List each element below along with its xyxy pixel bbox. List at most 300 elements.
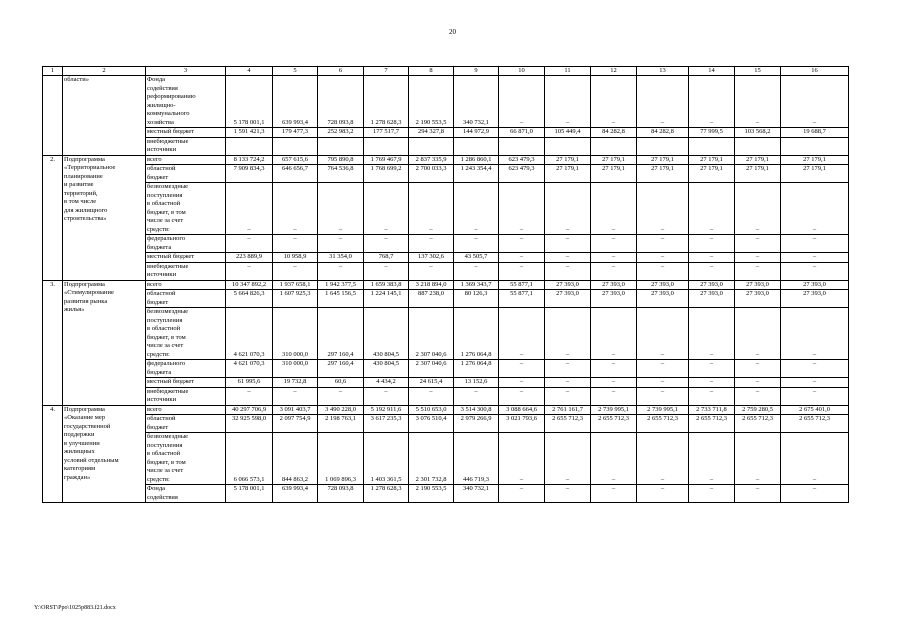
value-cell: – <box>273 183 318 235</box>
value-cell: – <box>637 235 689 253</box>
value-cell: – <box>318 262 364 280</box>
value-cell: – <box>499 183 545 235</box>
value-cell: 2 700 033,3 <box>409 165 454 183</box>
value-cell: 887 238,0 <box>409 290 454 308</box>
table-row <box>43 155 849 165</box>
value-cell: – <box>499 433 545 485</box>
value-cell: – <box>637 485 689 503</box>
subprogram-name-line: государственной <box>64 422 111 430</box>
table-row <box>43 415 849 433</box>
value-cell: 1 403 361,5 <box>364 433 409 485</box>
subprogram-name-line: планирование <box>64 172 103 180</box>
subprogram-name-line: в улучшении <box>64 439 100 447</box>
value-cell: 3 021 793,6 <box>499 415 545 433</box>
value-cell: – <box>637 183 689 235</box>
budget-table <box>42 66 849 503</box>
value-cell <box>273 137 318 155</box>
value-cell: – <box>545 378 591 388</box>
value-cell: – <box>591 76 637 128</box>
value-cell: 5 664 826,3 <box>226 290 273 308</box>
value-cell: 1 278 628,3 <box>364 485 409 503</box>
value-cell: 2 301 732,8 <box>409 433 454 485</box>
value-cell: – <box>454 262 499 280</box>
value-cell: 27 179,1 <box>735 165 781 183</box>
value-cell: 446 719,3 <box>454 433 499 485</box>
funding-source <box>146 76 226 128</box>
value-cell: 2 837 335,9 <box>409 155 454 165</box>
funding-source <box>146 262 226 280</box>
value-cell: 1 645 156,5 <box>318 290 364 308</box>
value-cell: 27 179,1 <box>781 165 849 183</box>
funding-source <box>146 280 226 290</box>
value-cell: – <box>273 235 318 253</box>
funding-source-line: федерального <box>147 360 186 367</box>
value-cell: 5 192 911,6 <box>364 405 409 415</box>
table-row <box>43 128 849 138</box>
funding-source-line: местный бюджет <box>147 253 195 260</box>
value-cell: 27 393,0 <box>545 290 591 308</box>
column-header: 12 <box>591 67 637 76</box>
table-row <box>43 137 849 155</box>
value-cell: – <box>499 308 545 360</box>
value-cell: 1 243 354,4 <box>454 165 499 183</box>
funding-source <box>146 253 226 263</box>
subprogram-name-line: развития рынка <box>64 297 108 305</box>
value-cell: 2 979 266,9 <box>454 415 499 433</box>
funding-source-line: бюджет, в том <box>147 458 186 466</box>
value-cell: – <box>689 183 735 235</box>
value-cell: 27 179,1 <box>637 155 689 165</box>
value-cell: – <box>637 262 689 280</box>
funding-source-line: источники <box>147 271 177 278</box>
funding-source-line: бюджета <box>147 368 172 376</box>
value-cell: – <box>591 308 637 360</box>
table-row <box>43 183 849 235</box>
column-header: 8 <box>409 67 454 76</box>
value-cell: 10 347 892,2 <box>226 280 273 290</box>
value-cell: – <box>689 433 735 485</box>
value-cell: 768,7 <box>364 253 409 263</box>
value-cell: – <box>735 262 781 280</box>
subprogram-name-line: Подпрограмма <box>64 155 105 163</box>
funding-source <box>146 128 226 138</box>
value-cell: – <box>591 387 637 405</box>
funding-source-line: поступления <box>147 191 183 199</box>
funding-source-line: числе за счет <box>147 467 184 474</box>
column-header: 11 <box>545 67 591 76</box>
value-cell <box>591 137 637 155</box>
funding-source-line: Фонда <box>147 485 166 492</box>
subprogram-name <box>63 405 146 503</box>
funding-source-line: внебюджетные <box>147 262 189 270</box>
value-cell: 2 655 712,3 <box>781 415 849 433</box>
funding-source-line: Фонда <box>147 76 166 83</box>
value-cell: – <box>545 183 591 235</box>
value-cell: – <box>781 378 849 388</box>
table-row <box>43 433 849 485</box>
value-cell: – <box>637 253 689 263</box>
column-header: 2 <box>63 67 146 76</box>
value-cell: – <box>273 387 318 405</box>
row-number: 2. <box>43 155 63 280</box>
value-cell: – <box>545 262 591 280</box>
funding-source-line: поступления <box>147 441 183 449</box>
subprogram-name-line: Подпрограмма <box>64 405 105 413</box>
value-cell: 1 768 699,2 <box>364 165 409 183</box>
value-cell: 2 655 712,3 <box>545 415 591 433</box>
value-cell: 2 307 040,6 <box>409 360 454 378</box>
value-cell: 4 621 070,3 <box>226 308 273 360</box>
value-cell: – <box>689 76 735 128</box>
funding-source <box>146 137 226 155</box>
value-cell <box>689 137 735 155</box>
value-cell: 2 655 712,3 <box>591 415 637 433</box>
value-cell: 657 615,6 <box>273 155 318 165</box>
value-cell: 2 307 040,6 <box>409 308 454 360</box>
value-cell: – <box>591 183 637 235</box>
value-cell: 297 160,4 <box>318 360 364 378</box>
value-cell: 5 178 001,1 <box>226 485 273 503</box>
value-cell: 1 769 467,9 <box>364 155 409 165</box>
funding-source-line: безвозмездные <box>147 308 189 315</box>
value-cell <box>226 137 273 155</box>
value-cell: 27 393,0 <box>689 290 735 308</box>
value-cell <box>637 137 689 155</box>
value-cell: 27 179,1 <box>545 155 591 165</box>
table-row <box>43 485 849 503</box>
value-cell: 639 993,4 <box>273 485 318 503</box>
table-row <box>43 378 849 388</box>
subprogram-name-line: «Оказание мер <box>64 414 106 421</box>
funding-source <box>146 405 226 415</box>
value-cell: – <box>781 253 849 263</box>
value-cell: 3 490 228,0 <box>318 405 364 415</box>
funding-source-line: федерального <box>147 235 186 242</box>
value-cell: 19 732,8 <box>273 378 318 388</box>
value-cell <box>735 137 781 155</box>
value-cell: 27 179,1 <box>781 155 849 165</box>
table-row <box>43 387 849 405</box>
value-cell: – <box>545 387 591 405</box>
funding-source-line: в областной <box>147 450 181 457</box>
funding-source-line: числе за счет <box>147 217 184 224</box>
value-cell: 340 732,1 <box>454 76 499 128</box>
value-cell: – <box>226 387 273 405</box>
funding-source-line: средств: <box>147 225 170 233</box>
value-cell: 4 621 070,3 <box>226 360 273 378</box>
value-cell <box>499 137 545 155</box>
funding-source-line: хозяйства <box>147 118 174 126</box>
table-row <box>43 290 849 308</box>
row-number <box>43 76 63 156</box>
value-cell: – <box>591 485 637 503</box>
value-cell: 430 804,5 <box>364 308 409 360</box>
value-cell: 19 688,7 <box>781 128 849 138</box>
value-cell: 2 655 712,3 <box>637 415 689 433</box>
value-cell: – <box>318 183 364 235</box>
value-cell: 27 179,1 <box>735 155 781 165</box>
value-cell: – <box>689 262 735 280</box>
value-cell: – <box>499 262 545 280</box>
funding-source-line: внебюджетные <box>147 137 189 145</box>
value-cell: – <box>735 485 781 503</box>
value-cell: – <box>545 360 591 378</box>
value-cell: 24 615,4 <box>409 378 454 388</box>
value-cell: 55 877,1 <box>499 280 545 290</box>
funding-source-line: бюджет <box>147 423 169 431</box>
value-cell: 728 093,8 <box>318 485 364 503</box>
value-cell: 66 871,0 <box>499 128 545 138</box>
value-cell: 27 179,1 <box>689 165 735 183</box>
column-header: 15 <box>735 67 781 76</box>
funding-source <box>146 235 226 253</box>
value-cell: – <box>591 433 637 485</box>
value-cell: – <box>637 76 689 128</box>
table-row <box>43 405 849 415</box>
value-cell: 623 479,3 <box>499 165 545 183</box>
value-cell: – <box>409 387 454 405</box>
value-cell: – <box>226 262 273 280</box>
table-row <box>43 165 849 183</box>
value-cell: – <box>637 378 689 388</box>
value-cell: – <box>273 262 318 280</box>
value-cell: 1 276 064,8 <box>454 308 499 360</box>
value-cell: 646 656,7 <box>273 165 318 183</box>
value-cell: – <box>499 235 545 253</box>
column-header: 10 <box>499 67 545 76</box>
value-cell: – <box>545 433 591 485</box>
funding-source <box>146 433 226 485</box>
funding-source-line: областной <box>147 290 176 297</box>
page-number: 20 <box>449 28 456 36</box>
value-cell: 105 449,4 <box>545 128 591 138</box>
subprogram-name-line: условий отдельным <box>64 456 119 464</box>
value-cell: 1 937 658,1 <box>273 280 318 290</box>
funding-source-line: внебюджетные <box>147 387 189 395</box>
value-cell: 27 179,1 <box>689 155 735 165</box>
column-header: 3 <box>146 67 226 76</box>
column-header: 1 <box>43 67 63 76</box>
value-cell: – <box>689 253 735 263</box>
value-cell: – <box>591 360 637 378</box>
value-cell: 2 739 995,1 <box>591 405 637 415</box>
value-cell: 6 066 573,1 <box>226 433 273 485</box>
subprogram-name-line: в том числе <box>64 198 97 205</box>
value-cell: – <box>735 433 781 485</box>
value-cell: 2 761 161,7 <box>545 405 591 415</box>
funding-source-line: бюджет, в том <box>147 333 186 341</box>
subprogram-name-line: поддержки <box>64 431 95 438</box>
value-cell: – <box>735 378 781 388</box>
value-cell: 639 993,4 <box>273 76 318 128</box>
value-cell: 2 190 553,5 <box>409 76 454 128</box>
value-cell: – <box>781 485 849 503</box>
value-cell: – <box>689 378 735 388</box>
table-row <box>43 308 849 360</box>
value-cell: 2 190 553,5 <box>409 485 454 503</box>
value-cell: 1 369 343,7 <box>454 280 499 290</box>
value-cell: 80 126,3 <box>454 290 499 308</box>
funding-source <box>146 290 226 308</box>
value-cell: – <box>499 253 545 263</box>
value-cell: 27 393,0 <box>735 290 781 308</box>
row-number: 3. <box>43 280 63 405</box>
funding-source-line: источники <box>147 396 177 403</box>
value-cell: 27 393,0 <box>689 280 735 290</box>
value-cell: 2 097 754,9 <box>273 415 318 433</box>
subprogram-name-line: строительства» <box>64 215 107 222</box>
value-cell: – <box>545 235 591 253</box>
value-cell: 27 393,0 <box>591 280 637 290</box>
value-cell: – <box>781 308 849 360</box>
funding-source <box>146 485 226 503</box>
value-cell: – <box>781 183 849 235</box>
funding-source-line: коммунального <box>147 110 190 117</box>
value-cell: – <box>499 485 545 503</box>
value-cell: – <box>499 76 545 128</box>
funding-source <box>146 308 226 360</box>
subprogram-name-line: граждан» <box>64 473 91 481</box>
value-cell: 764 536,8 <box>318 165 364 183</box>
value-cell: 2 655 712,3 <box>735 415 781 433</box>
value-cell: – <box>364 235 409 253</box>
subprogram-name-line: «Стимулирование <box>64 289 114 296</box>
value-cell: 310 000,0 <box>273 360 318 378</box>
subprogram-name-line: для жилищного <box>64 206 108 214</box>
table-row <box>43 262 849 280</box>
value-cell: – <box>689 235 735 253</box>
value-cell: – <box>735 308 781 360</box>
column-header: 5 <box>273 67 318 76</box>
value-cell: – <box>226 183 273 235</box>
funding-source-line: областной <box>147 165 176 172</box>
value-cell <box>781 137 849 155</box>
value-cell: 27 393,0 <box>781 280 849 290</box>
value-cell: 31 354,0 <box>318 253 364 263</box>
subprogram-name-line: Подпрограмма <box>64 280 105 288</box>
funding-source-line: безвозмездные <box>147 183 189 190</box>
value-cell: 223 889,9 <box>226 253 273 263</box>
value-cell: 10 958,9 <box>273 253 318 263</box>
funding-source-line: всего <box>147 155 162 163</box>
column-header: 9 <box>454 67 499 76</box>
value-cell: 1 278 628,3 <box>364 76 409 128</box>
value-cell: 3 218 894,0 <box>409 280 454 290</box>
value-cell: 294 327,8 <box>409 128 454 138</box>
value-cell: – <box>545 308 591 360</box>
funding-source <box>146 183 226 235</box>
funding-source-line: местный бюджет <box>147 128 195 135</box>
table-row <box>43 280 849 290</box>
funding-source <box>146 165 226 183</box>
value-cell: – <box>781 235 849 253</box>
column-header: 16 <box>781 67 849 76</box>
subprogram-name-line: категориям <box>64 465 96 472</box>
value-cell <box>409 137 454 155</box>
funding-source <box>146 360 226 378</box>
funding-source-line: в областной <box>147 200 181 207</box>
value-cell: – <box>637 308 689 360</box>
funding-source-line: числе за счет <box>147 342 184 349</box>
value-cell: – <box>735 387 781 405</box>
value-cell: 13 152,6 <box>454 378 499 388</box>
subprogram-name-line: и развитие <box>64 181 94 188</box>
value-cell: – <box>409 183 454 235</box>
value-cell: 27 393,0 <box>637 280 689 290</box>
value-cell: – <box>409 262 454 280</box>
funding-source-line: бюджета <box>147 243 172 251</box>
value-cell: – <box>735 76 781 128</box>
value-cell: 61 995,6 <box>226 378 273 388</box>
funding-source-line: содействия <box>147 84 178 92</box>
file-path-footer: Y:\ORST\Ppo\1025p883.f21.docx <box>34 605 116 611</box>
value-cell: 1 942 377,5 <box>318 280 364 290</box>
subprogram-name-line: «Территориальное <box>64 164 116 171</box>
funding-source-line: безвозмездные <box>147 433 189 440</box>
value-cell: – <box>499 378 545 388</box>
value-cell: 177 517,7 <box>364 128 409 138</box>
value-cell: – <box>545 485 591 503</box>
value-cell: – <box>689 308 735 360</box>
value-cell: – <box>735 360 781 378</box>
value-cell: – <box>499 360 545 378</box>
funding-source-line: областной <box>147 415 176 422</box>
value-cell: – <box>409 235 454 253</box>
value-cell: – <box>364 262 409 280</box>
value-cell: 5 510 653,0 <box>409 405 454 415</box>
value-cell: – <box>781 387 849 405</box>
funding-source-line: бюджет, в том <box>147 208 186 216</box>
value-cell: 1 286 860,1 <box>454 155 499 165</box>
value-cell: – <box>637 387 689 405</box>
funding-source-line: средств: <box>147 475 170 483</box>
value-cell: 1 069 896,3 <box>318 433 364 485</box>
value-cell: 795 890,8 <box>318 155 364 165</box>
value-cell: – <box>591 235 637 253</box>
column-header: 13 <box>637 67 689 76</box>
column-header: 6 <box>318 67 364 76</box>
row-number: 4. <box>43 405 63 503</box>
value-cell: – <box>637 360 689 378</box>
value-cell: – <box>454 183 499 235</box>
value-cell: – <box>591 378 637 388</box>
funding-source-line: всего <box>147 405 162 413</box>
value-cell: – <box>545 253 591 263</box>
value-cell: 27 393,0 <box>591 290 637 308</box>
table-body <box>43 67 849 503</box>
value-cell: 430 804,5 <box>364 360 409 378</box>
subprogram-name <box>63 155 146 280</box>
value-cell: – <box>735 235 781 253</box>
table-row <box>43 253 849 263</box>
subprogram-name <box>63 76 146 156</box>
value-cell: 5 178 001,1 <box>226 76 273 128</box>
value-cell: 27 179,1 <box>591 165 637 183</box>
funding-source <box>146 415 226 433</box>
funding-source-line: источники <box>147 146 177 153</box>
table-row <box>43 76 849 128</box>
funding-source-line: содействия <box>147 493 178 501</box>
funding-source-line: жилищно- <box>147 101 176 109</box>
value-cell <box>545 137 591 155</box>
value-cell: 844 863,2 <box>273 433 318 485</box>
subprogram-name-line: жилья» <box>64 306 85 313</box>
funding-source-line: местный бюджет <box>147 378 195 385</box>
column-header: 7 <box>364 67 409 76</box>
subprogram-name <box>63 280 146 405</box>
value-cell: 2 198 763,1 <box>318 415 364 433</box>
column-header: 14 <box>689 67 735 76</box>
